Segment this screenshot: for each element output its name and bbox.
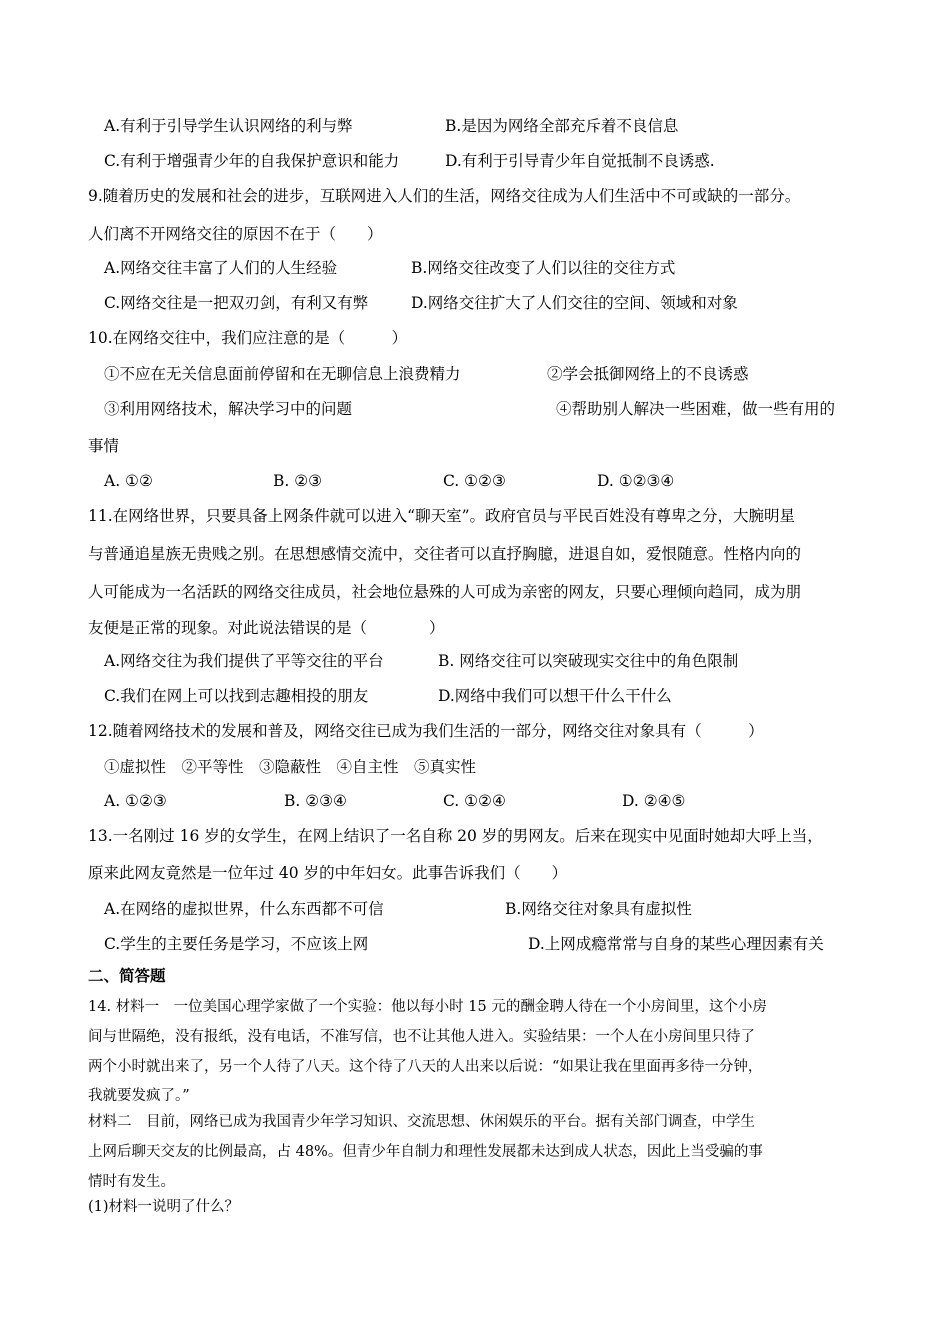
q11-stem-line4: 友便是正常的现象。对此说法错误的是（ ） <box>88 619 445 637</box>
q14-material1-line3: 两个小时就出来了，另一个人待了八天。这个待了八天的人出来以后说：“如果让我在里面再多待一分钟， <box>88 1059 763 1075</box>
q14-material1-line4: 我就要发疯了。” <box>88 1088 190 1104</box>
q13-option-d: D.上网成瘾常常与自身的某些心理因素有关 <box>528 935 824 953</box>
q11-option-a: A.网络交往为我们提供了平等交往的平台 <box>104 652 384 670</box>
q8-option-b: B.是因为网络全部充斥着不良信息 <box>445 117 679 135</box>
q14-material2-line2: 上网后聊天交友的比例最高，占 48%。但青少年自制力和理性发展都未达到成人状态，因此上当受骗的事 <box>88 1144 763 1160</box>
q10-option-a: A. ①② <box>104 472 153 490</box>
q9-option-c: C.网络交往是一把双刃剑，有利又有弊 <box>104 294 369 312</box>
q11-option-b: B. 网络交往可以突破现实交往中的角色限制 <box>438 652 739 670</box>
q12-option-d: D. ②④⑤ <box>622 792 686 810</box>
q10-item-1: ①不应在无关信息面前停留和在无聊信息上浪费精力 <box>104 365 461 383</box>
q9-option-b: B.网络交往改变了人们以往的交往方式 <box>411 259 676 277</box>
q9-option-d: D.网络交往扩大了人们交往的空间、领域和对象 <box>411 294 738 312</box>
q10-item-3: ③利用网络技术，解决学习中的问题 <box>104 400 353 418</box>
q11-option-c: C.我们在网上可以找到志趣相投的朋友 <box>104 687 369 705</box>
q14-material1-line2: 间与世隔绝，没有报纸，没有电话，不准写信，也不让其他人进入。实验结果：一个人在小房间里只待了 <box>88 1029 755 1045</box>
q9-stem-line2: 人们离不开网络交往的原因不在于（ ） <box>88 225 383 243</box>
section-heading: 二、简答题 <box>88 967 166 985</box>
q10-option-d: D. ①②③④ <box>597 472 675 490</box>
q11-stem-line1: 11.在网络世界，只要具备上网条件就可以进入“聊天室”。政府官员与平民百姓没有尊卑之分，大腕明星 <box>88 507 796 525</box>
q12-items: ①虚拟性 ②平等性 ③隐蔽性 ④自主性 ⑤真实性 <box>104 758 477 776</box>
q10-item-2: ②学会抵御网络上的不良诱惑 <box>547 365 749 383</box>
q11-stem-line3: 人可能成为一名活跃的网络交往成员，社会地位悬殊的人可成为亲密的网友，只要心理倾向趋同，成为朋 <box>88 583 802 601</box>
q14-subquestion-1: (1)材料一说明了什么？ <box>88 1199 240 1215</box>
q13-option-b: B.网络交往对象具有虚拟性 <box>505 900 692 918</box>
q12-option-c: C. ①②④ <box>443 792 506 810</box>
q12-option-a: A. ①②③ <box>104 792 167 810</box>
q14-material2-line3: 情时有发生。 <box>88 1174 175 1190</box>
q8-option-d: D.有利于引导青少年自觉抵制不良诱惑. <box>445 152 715 170</box>
q12-stem: 12.随着网络技术的发展和普及，网络交往已成为我们生活的一部分，网络交往对象具有（ ） <box>88 722 764 740</box>
q10-option-c: C. ①②③ <box>443 472 506 490</box>
q10-item-4-cont: 事情 <box>88 437 120 455</box>
q13-option-a: A.在网络的虚拟世界，什么东西都不可信 <box>104 900 384 918</box>
q10-stem: 10.在网络交往中，我们应注意的是（ ） <box>88 329 408 347</box>
q8-option-a: A.有利于引导学生认识网络的利与弊 <box>104 117 353 135</box>
q8-option-c: C.有利于增强青少年的自我保护意识和能力 <box>104 152 400 170</box>
q9-stem-line1: 9.随着历史的发展和社会的进步，互联网进入人们的生活，网络交往成为人们生活中不可或缺的一部分。 <box>88 187 801 205</box>
q13-stem-line2: 原来此网友竟然是一位年过 40 岁的中年妇女。此事告诉我们（ ） <box>88 864 568 882</box>
q10-item-4: ④帮助别人解决一些困难，做一些有用的 <box>556 400 836 418</box>
q14-material2-line1: 材料二 目前，网络已成为我国青少年学习知识、交流思想、休闲娱乐的平台。据有关部门调查，中学生 <box>88 1114 755 1130</box>
q13-option-c: C.学生的主要任务是学习，不应该上网 <box>104 935 369 953</box>
q13-stem-line1: 13.一名刚过 16 岁的女学生，在网上结识了一名自称 20 岁的男网友。后来在现实中见面时她却大呼上当， <box>88 827 823 845</box>
q14-material1-line1: 14. 材料一 一位美国心理学家做了一个实验：他以每小时 15 元的酬金聘人待在一个小房间里，这个小房 <box>88 999 767 1015</box>
q12-option-b: B. ②③④ <box>284 792 347 810</box>
q11-stem-line2: 与普通追星族无贵贱之别。在思想感情交流中，交往者可以直抒胸臆，进退自如，爱恨随意。性格内向的 <box>88 545 802 563</box>
q10-option-b: B. ②③ <box>273 472 323 490</box>
q9-option-a: A.网络交往丰富了人们的人生经验 <box>104 259 338 277</box>
q11-option-d: D.网络中我们可以想干什么干什么 <box>438 687 672 705</box>
